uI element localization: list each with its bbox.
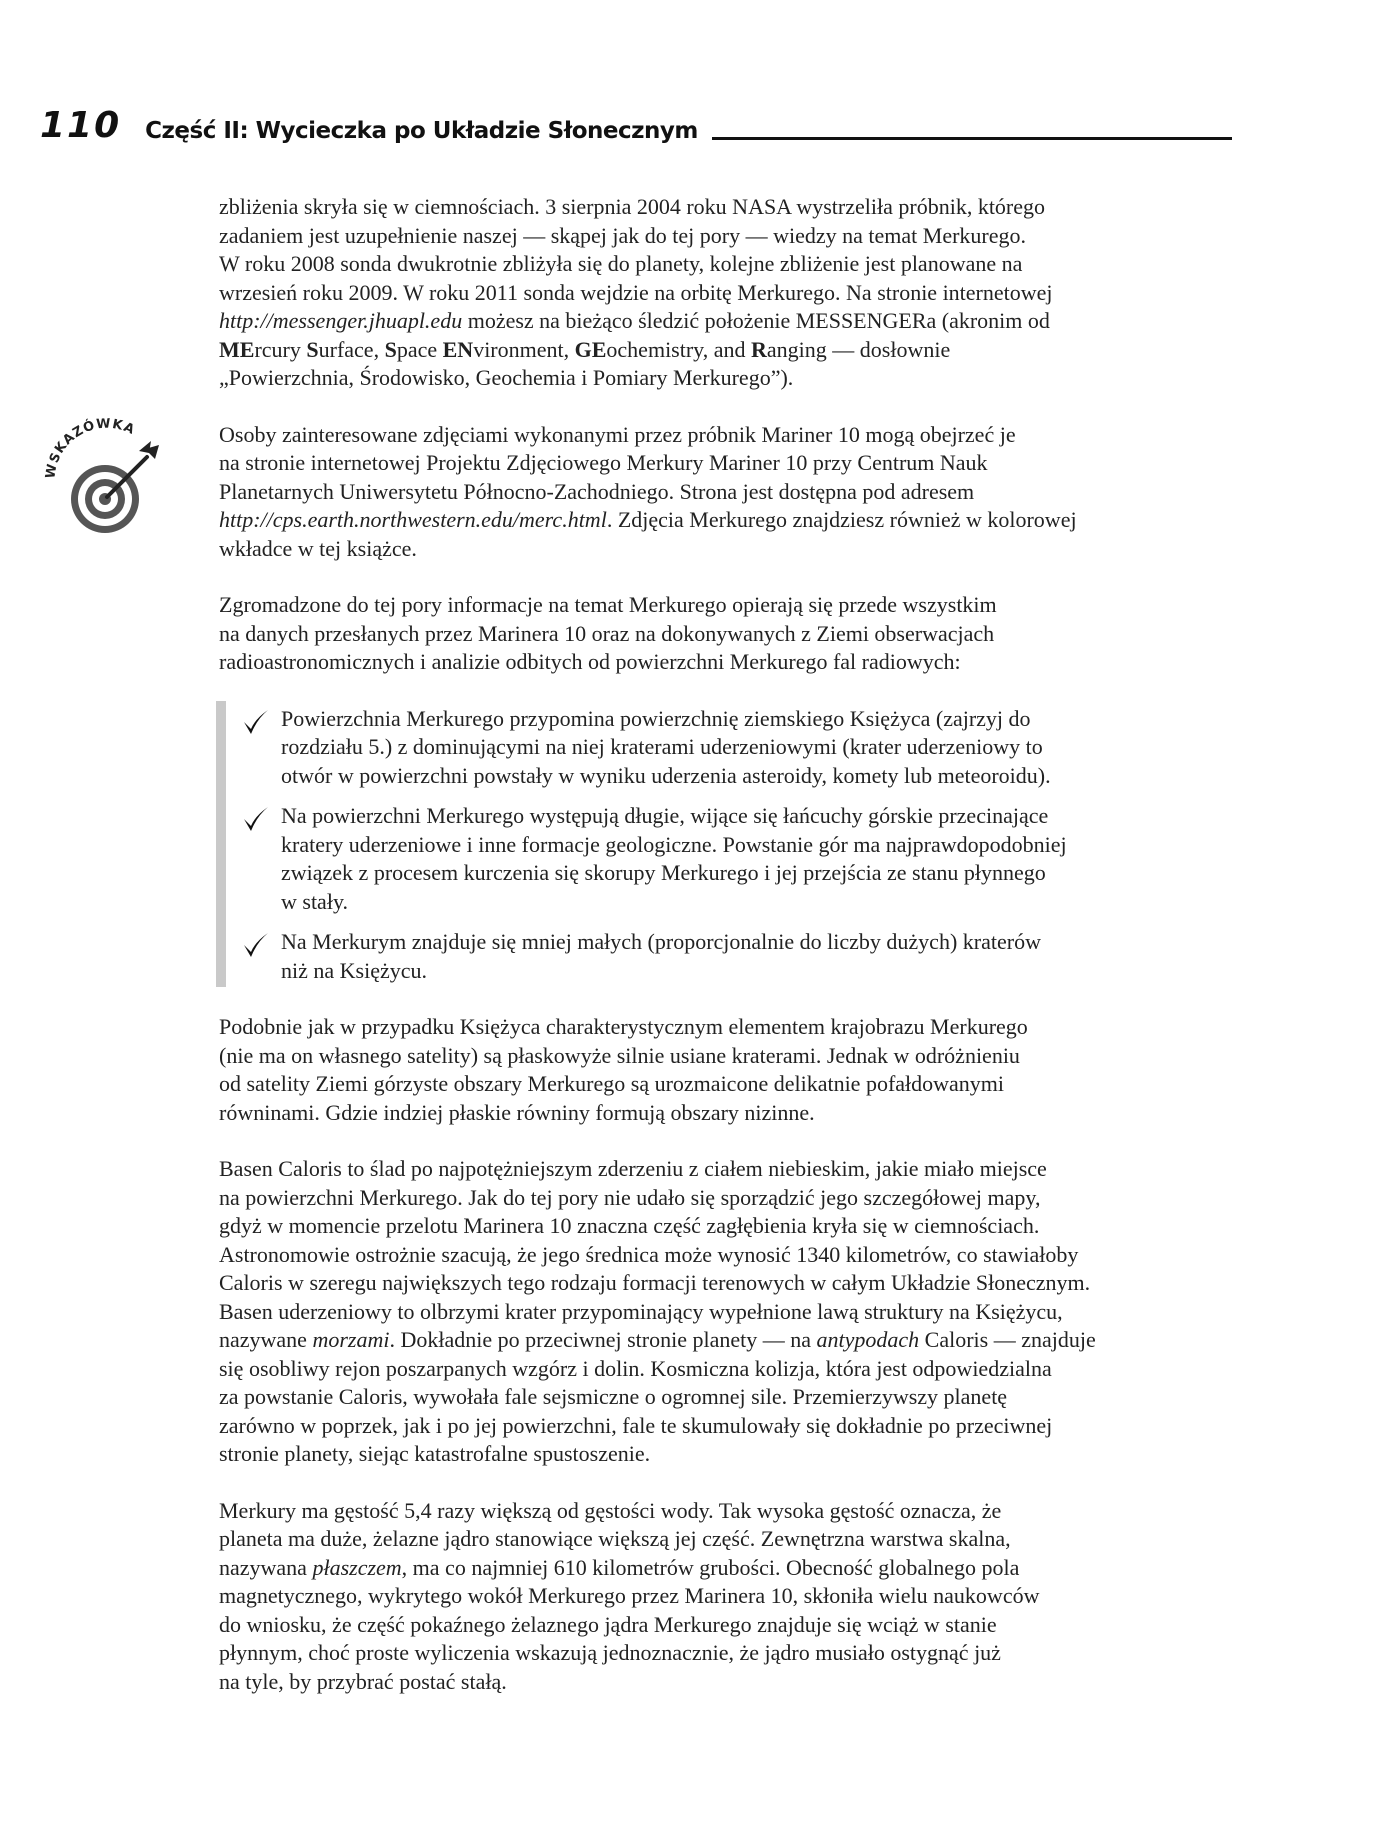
acronym-letter: R	[751, 336, 767, 362]
text-line: zadaniem jest uzupełnienie naszej — skąpej jak do tej pory — wiedzy na temat Merkurego.	[219, 222, 1026, 248]
paragraph-density	[219, 1497, 1233, 1697]
acronym-letter: S	[306, 336, 319, 362]
text-line: na powierzchni Merkurego. Jak do tej pory nie udało się sporządzić jego szczegółowej mapy,	[219, 1184, 1041, 1210]
italic-term: płaszczem	[312, 1554, 402, 1580]
text-line: Basen Caloris to ślad po najpotężniejszym zderzeniu z ciałem niebieskim, jakie miało miejsce	[219, 1156, 1047, 1181]
text-span: pace	[396, 336, 443, 362]
text-line: Osoby zainteresowane zdjęciami wykonanymi przez próbnik Mariner 10 mogą obejrzeć je	[219, 421, 1016, 447]
text-line: do wniosku, że część pokaźnego żelaznego jądra Merkurego znajduje się wciąż w stanie	[219, 1611, 997, 1637]
text-span: , ma co najmniej 610 kilometrów grubości. Obecność globalnego pola	[401, 1554, 1020, 1580]
checkmark-icon	[241, 707, 271, 737]
text-line: rozdziału 5.) z dominującymi na niej kraterami uderzeniowymi (krater uderzeniowy to	[281, 734, 1043, 759]
text-span: Caloris — znajduje	[919, 1327, 1096, 1352]
target-tip-icon	[41, 413, 171, 543]
header-rule	[712, 137, 1232, 140]
page-body	[43, 193, 1233, 1724]
italic-term: antypodach	[816, 1327, 920, 1352]
text-line: otwór w powierzchni powstały w wyniku uderzenia asteroidy, komety lub meteoroidu).	[281, 762, 1051, 788]
text-line: Planetarnych Uniwersytetu Północno-Zachodniego. Strona jest dostępna pod adresem	[219, 478, 975, 504]
acronym-line	[219, 336, 1233, 365]
text-line: płynnym, choć proste wyliczenia wskazują jednoznacznie, że jądro musiało ostygnąć już	[219, 1640, 1001, 1665]
text-span: ochemistry, and	[606, 336, 752, 362]
paragraph-intro-list	[219, 591, 1233, 677]
text-line: kratery uderzeniowe i inne formacje geologiczne. Powstanie gór ma najprawdopodobniej	[281, 831, 1067, 857]
text-line: Caloris w szeregu największych tego rodzaju formacji terenowych w całym Układzie Słonecznym.	[219, 1270, 1091, 1295]
text-line: na stronie internetowej Projektu Zdjęciowego Merkury Mariner 10 przy Centrum Nauk	[219, 450, 988, 475]
paragraph-caloris	[219, 1155, 1233, 1469]
text-span: nazywana	[219, 1554, 313, 1580]
paragraph-plateaus	[219, 1013, 1233, 1127]
text-line: Podobnie jak w przypadku Księżyca charakterystycznym elementem krajobrazu Merkurego	[219, 1014, 1028, 1039]
text-line: W roku 2008 sonda dwukrotnie zbliżyła się do planety, kolejne zbliżenie jest planowane na	[219, 251, 1023, 276]
text-line: związek z procesem kurczenia się skorupy Merkurego i jej przejścia ze stanu płynnego	[281, 860, 1046, 885]
text-line	[219, 307, 1233, 336]
text-span: możesz na bieżąco śledzić położenie MESSENGERa (akronim od	[462, 308, 1050, 333]
text-line: zbliżenia skryła się w ciemnościach. 3 sierpnia 2004 roku NASA wystrzeliła próbnik, którego	[219, 194, 1046, 219]
text-line	[219, 1554, 1233, 1583]
text-line: na danych przesłanych przez Marinera 10 oraz na dokonywanych z Ziemi obserwacjach	[219, 620, 995, 646]
text-line: magnetycznego, wykrytego wokół Merkurego przez Marinera 10, skłoniła wielu naukowców	[219, 1583, 1040, 1608]
text-line	[219, 506, 1233, 535]
acronym-letter: EN	[442, 336, 474, 362]
page-number: 110	[40, 105, 122, 146]
tip-label: WSKAZÓWKA	[43, 415, 138, 480]
text-line: na tyle, by przybrać postać stałą.	[219, 1668, 507, 1694]
paragraph-messenger	[219, 193, 1233, 393]
text-span: . Dokładnie po przeciwnej stronie planety — na	[389, 1327, 817, 1352]
acronym-letter: S	[384, 336, 397, 362]
text-line: w stały.	[281, 888, 349, 914]
text-line: radioastronomicznych i analizie odbitych od powierzchni Merkurego fal radiowych:	[219, 649, 961, 674]
text-span: anging — dosłownie	[766, 336, 951, 362]
text-line: się osobliwy rejon poszarpanych wzgórz i dolin. Kosmiczna kolizja, która jest odpowiedzialna	[219, 1355, 1052, 1381]
text-line: Powierzchnia Merkurego przypomina powierzchnię ziemskiego Księżyca (zajrzyj do	[281, 705, 1031, 731]
text-line: gdyż w momencie przelotu Marinera 10 znaczna część zagłębienia kryła się w ciemnościach.	[219, 1213, 1040, 1238]
checkmark-icon	[241, 804, 271, 834]
acronym-letter: ME	[219, 336, 255, 362]
text-line: zarówno w poprzek, jak i po jej powierzchni, fale te skumulowały się dokładnie po przeciwnej	[219, 1412, 1053, 1438]
tip-paragraph	[43, 415, 1233, 564]
list-item	[219, 705, 1233, 791]
text-line: równinami. Gdzie indziej płaskie równiny formują obszary nizinne.	[219, 1099, 815, 1125]
text-line: Astronomowie ostrożnie szacują, że jego średnica może wynosić 1340 kilometrów, co stawiałoby	[219, 1241, 1079, 1267]
text-line: Merkury ma gęstość 5,4 razy większą od gęstości wody. Tak wysoka gęstość oznacza, że	[219, 1497, 1002, 1523]
text-line: niż na Księżycu.	[281, 957, 427, 983]
text-line: wkładce w tej książce.	[219, 535, 417, 561]
text-line: Na Merkurym znajduje się mniej małych (proporcjonalnie do liczby dużych) kraterów	[281, 929, 1041, 954]
text-line	[219, 1326, 1233, 1355]
text-span: vironment,	[473, 336, 575, 362]
running-title: Część II: Wycieczka po Układzie Słonecznym	[145, 118, 698, 144]
messenger-url: http://messenger.jhuapl.edu	[219, 308, 463, 333]
text-line: Basen uderzeniowy to olbrzymi krater przypominający wypełnione lawą struktury na Księżycu,	[219, 1298, 1063, 1324]
text-line: stronie planety, siejąc katastrofalne spustoszenie.	[219, 1441, 651, 1466]
text-line: planeta ma duże, żelazne jądro stanowiące większą jej część. Zewnętrzna warstwa skalna,	[219, 1526, 1011, 1551]
list-item	[219, 928, 1233, 985]
italic-term: morzami	[312, 1327, 390, 1352]
text-line: Zgromadzone do tej pory informacje na temat Merkurego opierają się przede wszystkim	[219, 592, 997, 617]
text-line: wrzesień roku 2009. W roku 2011 sonda wejdzie na orbitę Merkurego. Na stronie internetowej	[219, 279, 1053, 305]
bullet-list	[219, 705, 1233, 986]
text-span: rcury	[254, 336, 307, 362]
text-line: (nie ma on własnego satelity) są płaskowyże silnie usiane kraterami. Jednak w odróżnieniu	[219, 1042, 1020, 1068]
acronym-letter: GE	[574, 336, 607, 362]
text-span: nazywane	[219, 1327, 313, 1352]
text-span: . Zdjęcia Merkurego znajdziesz również w kolorowej	[606, 507, 1077, 532]
text-line: od satelity Ziemi górzyste obszary Merkurego są urozmaicone delikatnie pofałdowanymi	[219, 1071, 1005, 1096]
page-header	[40, 104, 1232, 144]
text-span: urface,	[318, 336, 385, 362]
text-line: Na powierzchni Merkurego występują długie, wijące się łańcuchy górskie przecinające	[281, 803, 1049, 828]
checkmark-icon	[241, 930, 271, 960]
text-line: „Powierzchnia, Środowisko, Geochemia i Pomiary Merkurego”).	[219, 365, 794, 390]
arrow-fletching	[139, 441, 151, 453]
mariner-url: http://cps.earth.northwestern.edu/merc.html	[219, 507, 607, 532]
text-line: za powstanie Caloris, wywołała fale sejsmiczne o ogromnej sile. Przemierzywszy planetę	[219, 1384, 1008, 1409]
list-item	[219, 802, 1233, 916]
